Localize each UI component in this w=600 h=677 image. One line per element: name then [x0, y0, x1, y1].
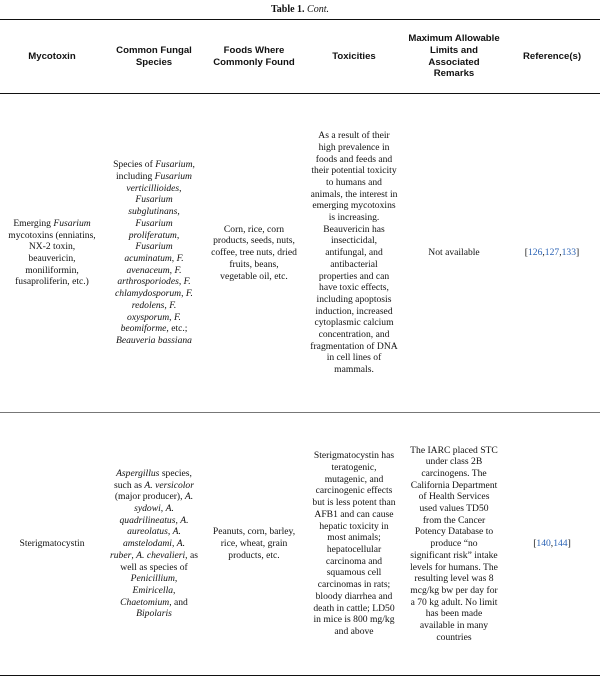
- header-foods: Foods Where Commonly Found: [213, 44, 295, 68]
- text-run: ,: [177, 206, 180, 218]
- cell-fungal-species: [104, 94, 204, 413]
- reference-link[interactable]: 127: [544, 247, 560, 259]
- mycotoxin-table: [0, 19, 600, 676]
- header-row: [0, 20, 600, 94]
- table-row: [0, 413, 600, 676]
- text-run: species, such as: [114, 467, 192, 491]
- italic-text-run: Fusarium proliferatum: [128, 217, 177, 241]
- text-run: Emerging: [13, 217, 54, 229]
- reference-link[interactable]: 133: [561, 247, 576, 259]
- header-toxicities: Toxicities: [332, 50, 376, 62]
- italic-text-run: F. oxysporum: [127, 299, 177, 323]
- text-run: ,: [164, 299, 170, 311]
- text-run: Sterigmatocystin: [19, 538, 85, 550]
- italic-text-run: Bipolaris: [136, 608, 172, 620]
- italic-text-run: F. redolens: [131, 288, 193, 311]
- italic-text-run: Fusarium: [53, 217, 91, 229]
- text-run: ,: [174, 573, 178, 585]
- italic-text-run: Beauveria bassiana: [116, 334, 192, 346]
- italic-text-run: F. beomiforme: [120, 311, 181, 335]
- cell-references: [140,144]: [533, 538, 571, 550]
- italic-text-run: Fusarium: [155, 159, 193, 171]
- text-run: , etc.;: [166, 323, 188, 335]
- cell-toxicities: As a result of their high prevalence in foods and feeds and their potential toxicity to humans and animals, the interest in emerging mycotoxins is increasing. Beauvericin has insecticidal, antifungal, and antibacterial properties and can have toxic effects, including apoptosis induction, increased cytoplasmic calcium concentration, and fragmentation of DNA in cell lines of mammals.: [310, 130, 398, 376]
- italic-text-run: A. sydowi: [134, 491, 194, 515]
- italic-text-run: Penicillium: [130, 573, 175, 585]
- cell-foods: Peanuts, corn, barley, rice, wheat, grain products, etc.: [212, 526, 296, 561]
- cell-references: [126,127,133]: [524, 247, 580, 259]
- italic-text-run: A. versicolor: [144, 479, 194, 491]
- cell-mycotoxin: [0, 413, 104, 676]
- italic-text-run: A. ruber: [110, 538, 186, 561]
- text-run: (major producer),: [114, 491, 185, 503]
- italic-text-run: F. arthrosporiodes: [117, 264, 182, 288]
- header-limits: Maximum Allowable Limits and Associated Remarks: [408, 33, 500, 80]
- table-caption-label: Table 1.: [271, 4, 305, 15]
- italic-text-run: Aspergillus: [116, 467, 160, 479]
- italic-text-run: A. aureolatus: [127, 514, 189, 538]
- header-mycotoxin: Mycotoxin: [28, 50, 76, 62]
- text-run: ,: [171, 538, 177, 550]
- text-run: , as well as species of: [120, 549, 198, 573]
- cell-mycotoxin: [0, 94, 104, 413]
- text-run: ,: [175, 514, 181, 526]
- cell-fungal-species: [104, 413, 204, 676]
- italic-text-run: Emiricella: [132, 584, 174, 596]
- italic-text-run: Fusarium acuminatum: [124, 241, 173, 264]
- cell-limits: Not available: [428, 247, 480, 259]
- cell-limits: The IARC placed STC under class 2B carcinogens. The California Department of Health Services used values TD50 from the Cancer Potency Database to produce “no significant risk” intake levels for humans. The resulting level was 8 mcg/kg bw per day for a 70 kg adult. No limit has been made available in many countries: [410, 444, 498, 643]
- italic-text-run: A. amstelodami: [122, 526, 181, 550]
- text-run: ,: [179, 182, 182, 194]
- text-run: ,: [176, 229, 180, 241]
- text-run: ,: [169, 264, 175, 276]
- text-run: ,: [178, 276, 184, 288]
- table-caption: [0, 0, 600, 19]
- text-run: mycotoxins (enniatins, NX-2 toxin, beauvericin, moniliformin, fusaproliferin, etc.): [8, 229, 96, 288]
- italic-text-run: A. chevalieri: [136, 549, 186, 561]
- italic-text-run: Fusarium subglutinans: [128, 194, 178, 218]
- text-run: ,: [169, 311, 174, 323]
- italic-text-run: Fusarium verticillioides: [126, 171, 192, 194]
- italic-text-run: A. quadrilineatus: [119, 503, 176, 526]
- italic-text-run: Chaetomium: [120, 596, 170, 608]
- italic-text-run: F. chlamydosporum: [115, 276, 191, 300]
- text-run: ,: [171, 253, 177, 264]
- text-run: ,: [167, 526, 173, 538]
- text-run: ,: [160, 503, 166, 515]
- text-run: ,: [181, 288, 186, 300]
- cell-foods: Corn, rice, corn products, seeds, nuts, coffee, tree nuts, dried fruits, beans, vegetable oil, etc.: [211, 223, 297, 282]
- text-run: ,: [131, 549, 137, 561]
- header-fungal-species: Common Fungal Species: [116, 44, 192, 68]
- header-references: Reference(s): [522, 50, 582, 62]
- table-caption-suffix: Cont.: [307, 4, 329, 15]
- text-run: ,: [173, 584, 176, 596]
- reference-link[interactable]: 144: [553, 538, 568, 550]
- italic-text-run: F. avenaceum: [126, 253, 184, 276]
- table-row: [0, 94, 600, 413]
- text-run: , and: [169, 596, 188, 608]
- reference-link[interactable]: 126: [528, 247, 543, 259]
- cell-toxicities: Sterigmatocystin has teratogenic, mutagenic, and carcinogenic effects but is less potent than AFB1 and can cause hepatic toxicity in most animals; hepatocellular carcinoma and squamous cell carcinomas in rats; bloody diarrhea and death in cattle; LD50 in mice is 800 mg/kg and above: [312, 450, 396, 637]
- text-run: , including: [116, 159, 195, 183]
- reference-link[interactable]: 140: [536, 538, 551, 550]
- text-run: Species of: [113, 159, 156, 171]
